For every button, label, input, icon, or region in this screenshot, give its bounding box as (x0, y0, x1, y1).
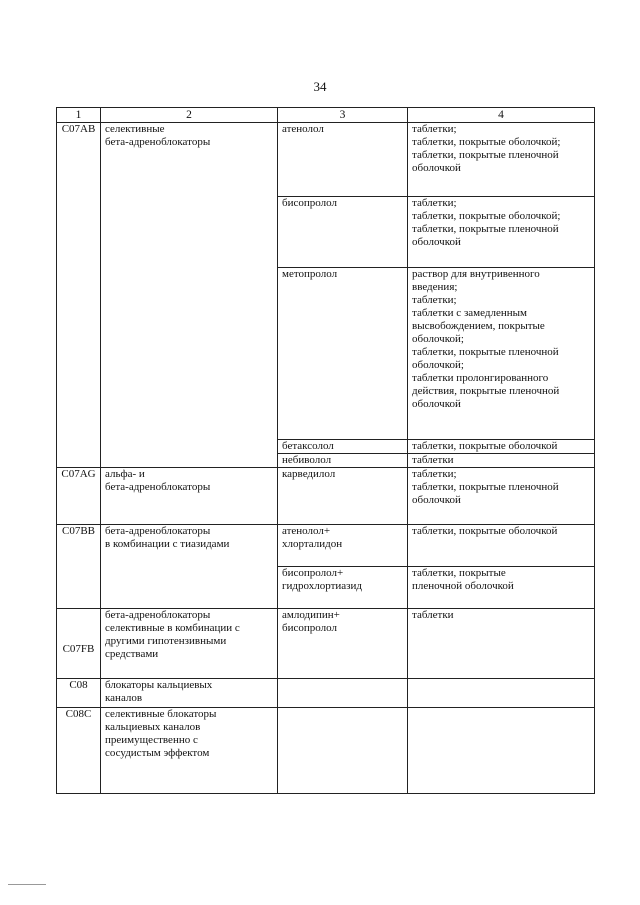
dosage-forms: таблетки, покрытые пленочной оболочкой (408, 567, 595, 609)
group-name: селективные бета-адреноблокаторы (101, 123, 278, 468)
drug-name-empty (278, 679, 408, 708)
table-row (57, 609, 595, 679)
atc-code (57, 609, 101, 679)
group-name: селективные блокаторы кальциевых каналов преимущественно с сосудистым эффектом (101, 708, 278, 794)
page-number: 34 (313, 79, 327, 94)
drug-name: бисопролол (278, 197, 408, 268)
table-row (57, 468, 595, 525)
drug-name: бисопролол+ гидрохлортиазид (278, 567, 408, 609)
atc-code: C07AG (57, 468, 101, 525)
table-header-row (57, 108, 595, 123)
dosage-forms: раствор для внутривенного введения; таблетки; таблетки с замедленным высвобождением, покрытые оболочкой; таблетки, покрытые пленочной оболочкой; таблетки пролонгированного действия, покрытые пленочной оболочкой (408, 268, 595, 440)
dosage-forms-empty (408, 708, 595, 794)
group-name: бета-адреноблокаторы в комбинации с тиазидами (101, 525, 278, 609)
dosage-forms: таблетки, покрытые оболочкой (408, 440, 595, 454)
group-name: бета-адреноблокаторы селективные в комбинации с другими гипотензивными средствами (101, 609, 278, 679)
table-row (57, 525, 595, 567)
table-row (57, 123, 595, 197)
atc-code-text: C07FB (62, 643, 95, 655)
dosage-forms: таблетки (408, 609, 595, 679)
dosage-forms: таблетки; таблетки, покрытые оболочкой; таблетки, покрытые пленочной оболочкой (408, 197, 595, 268)
dosage-forms: таблетки (408, 454, 595, 468)
atc-code: C07BB (57, 525, 101, 609)
atc-code: C07AB (57, 123, 101, 468)
drug-name: бетаксолол (278, 440, 408, 454)
column-header: 1 (57, 108, 101, 123)
table-row (57, 679, 595, 708)
drug-classification-table (56, 107, 595, 794)
group-name: альфа- и бета-адреноблокаторы (101, 468, 278, 525)
drug-name: небиволол (278, 454, 408, 468)
group-name: блокаторы кальциевых каналов (101, 679, 278, 708)
table-row (57, 708, 595, 794)
drug-name: карведилол (278, 468, 408, 525)
drug-name-empty (278, 708, 408, 794)
column-header: 2 (101, 108, 278, 123)
drug-name: атенолол (278, 123, 408, 197)
drug-name: атенолол+ хлорталидон (278, 525, 408, 567)
atc-code: C08C (57, 708, 101, 794)
dosage-forms: таблетки; таблетки, покрытые оболочкой; таблетки, покрытые пленочной оболочкой (408, 123, 595, 197)
column-header: 3 (278, 108, 408, 123)
column-header: 4 (408, 108, 595, 123)
dosage-forms-empty (408, 679, 595, 708)
drug-name: метопролол (278, 268, 408, 440)
dosage-forms: таблетки; таблетки, покрытые пленочной оболочкой (408, 468, 595, 525)
drug-name: амлодипин+ бисопролол (278, 609, 408, 679)
scan-artifact-line (8, 884, 46, 885)
atc-code: C08 (57, 679, 101, 708)
dosage-forms: таблетки, покрытые оболочкой (408, 525, 595, 567)
